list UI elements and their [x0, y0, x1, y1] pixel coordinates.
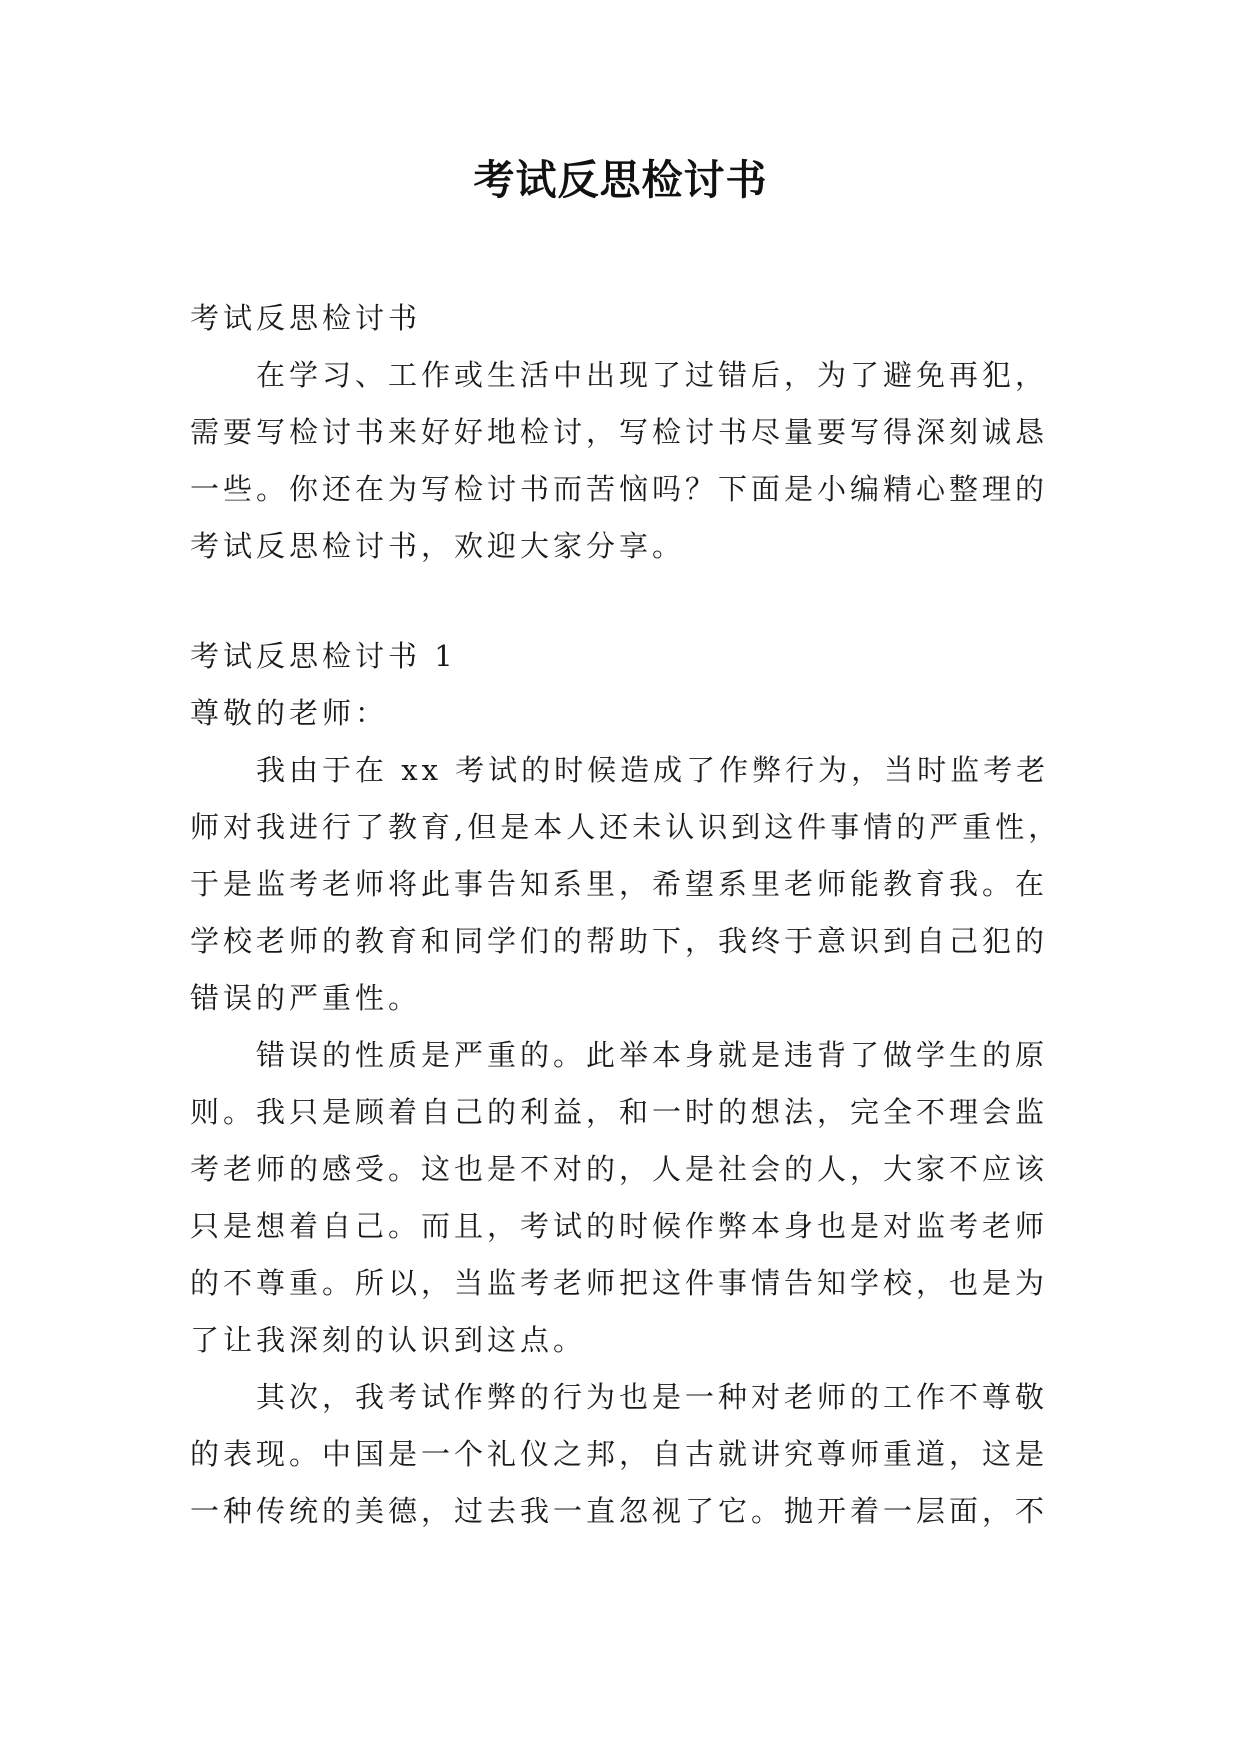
- paragraph-line: 了让我深刻的认识到这点。: [190, 1323, 587, 1357]
- paragraph-line: 的表现。中国是一个礼仪之邦，自古就讲究尊师重道，这是: [190, 1437, 1049, 1471]
- paragraph-line: 只是想着自己。而且，考试的时候作弊本身也是对监考老师: [190, 1209, 1049, 1243]
- paragraph-line: 一种传统的美德，过去我一直忽视了它。抛开着一层面，不: [190, 1494, 1049, 1528]
- body-paragraph-3: [190, 1369, 1060, 1540]
- paragraph-line: 错误的性质是严重的。此举本身就是违背了做学生的原: [256, 1038, 1049, 1072]
- paragraph-line: 考老师的感受。这也是不对的，人是社会的人，大家不应该: [190, 1152, 1049, 1186]
- section-spacer: [190, 575, 1060, 628]
- paragraph-line: 学校老师的教育和同学们的帮助下，我终于意识到自己犯的: [190, 924, 1049, 958]
- section-heading: 考试反思检讨书 1: [190, 639, 457, 673]
- paragraph-line: 一些。你还在为写检讨书而苦恼吗？下面是小编精心整理的: [190, 472, 1049, 506]
- paragraph-line: 的不尊重。所以，当监考老师把这件事情告知学校，也是为: [190, 1266, 1049, 1300]
- document-title: 考试反思检讨书: [473, 156, 768, 204]
- paragraph-line: 师对我进行了教育,但是本人还未认识到这件事情的严重性，: [190, 810, 1062, 844]
- paragraph-line: 我由于在 xx 考试的时候造成了作弊行为，当时监考老: [256, 753, 1050, 787]
- paragraph-line: 则。我只是顾着自己的利益，和一时的想法，完全不理会监: [190, 1095, 1049, 1129]
- paragraph-line: 在学习、工作或生活中出现了过错后，为了避免再犯，: [256, 358, 1049, 392]
- intro-paragraph: [190, 347, 1060, 575]
- salutation: 尊敬的老师：: [190, 696, 389, 730]
- body-paragraph-2: [190, 1027, 1060, 1369]
- paragraph-line: 考试反思检讨书，欢迎大家分享。: [190, 529, 686, 563]
- document-body: [190, 290, 1060, 1540]
- body-paragraph-1: [190, 742, 1060, 1027]
- paragraph-line: 需要写检讨书来好好地检讨，写检讨书尽量要写得深刻诚恳: [190, 415, 1049, 449]
- paragraph-line: 其次，我考试作弊的行为也是一种对老师的工作不尊敬: [256, 1380, 1049, 1414]
- paragraph-line: 于是监考老师将此事告知系里，希望系里老师能教育我。在: [190, 867, 1049, 901]
- paragraph-line: 错误的严重性。: [190, 981, 422, 1015]
- intro-heading: 考试反思检讨书: [190, 301, 422, 335]
